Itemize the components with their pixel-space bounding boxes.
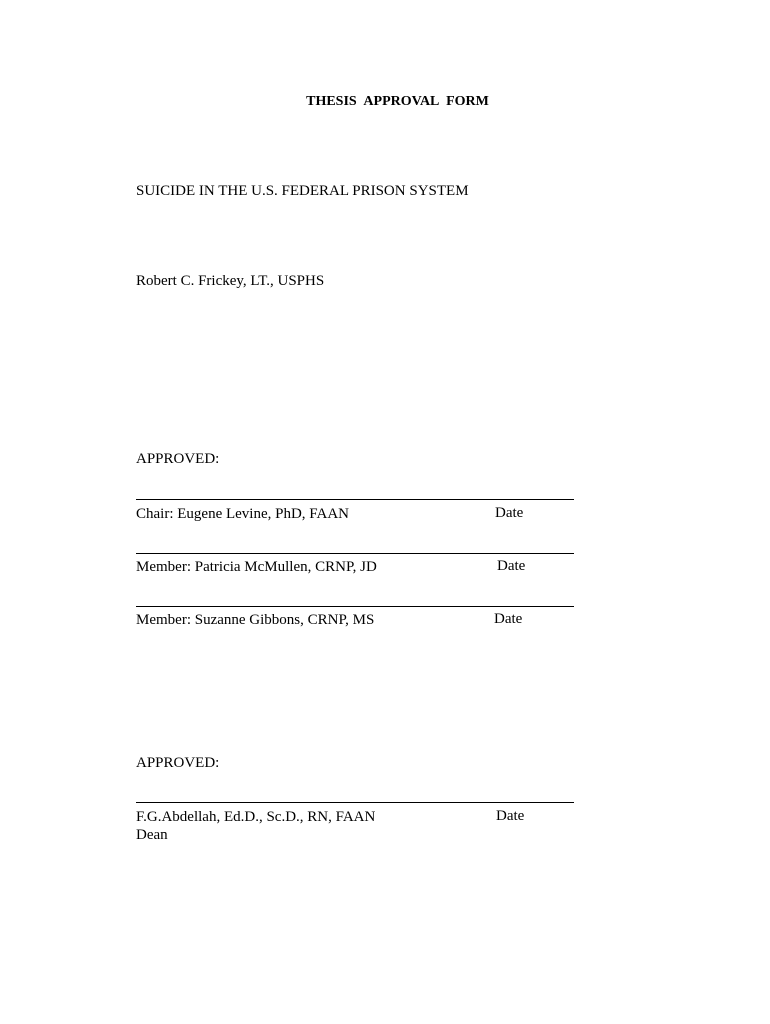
signature-line bbox=[136, 553, 574, 554]
signatory-name: Chair: Eugene Levine, PhD, FAAN bbox=[136, 506, 350, 522]
signatory-name: Member: Suzanne Gibbons, CRNP, MS bbox=[136, 612, 375, 628]
signatory-name: Member: Patricia McMullen, CRNP, JD bbox=[136, 559, 377, 575]
signature-line bbox=[136, 606, 574, 607]
thesis-title: SUICIDE IN THE U.S. FEDERAL PRISON SYSTEM bbox=[136, 183, 469, 199]
form-title: THESIS APPROVAL FORM bbox=[306, 94, 489, 109]
signature-line bbox=[136, 802, 574, 803]
date-label: Date bbox=[495, 505, 524, 521]
author-name: Robert C. Frickey, LT., USPHS bbox=[136, 273, 325, 289]
committee-approved-label: APPROVED: bbox=[136, 451, 220, 467]
dean-approved-label: APPROVED: bbox=[136, 755, 220, 771]
dean-role: Dean bbox=[136, 827, 168, 843]
date-label: Date bbox=[494, 611, 523, 627]
date-label: Date bbox=[496, 808, 525, 824]
signature-line bbox=[136, 499, 574, 500]
date-label: Date bbox=[497, 558, 526, 574]
dean-name: F.G.Abdellah, Ed.D., Sc.D., RN, FAAN bbox=[136, 809, 376, 825]
